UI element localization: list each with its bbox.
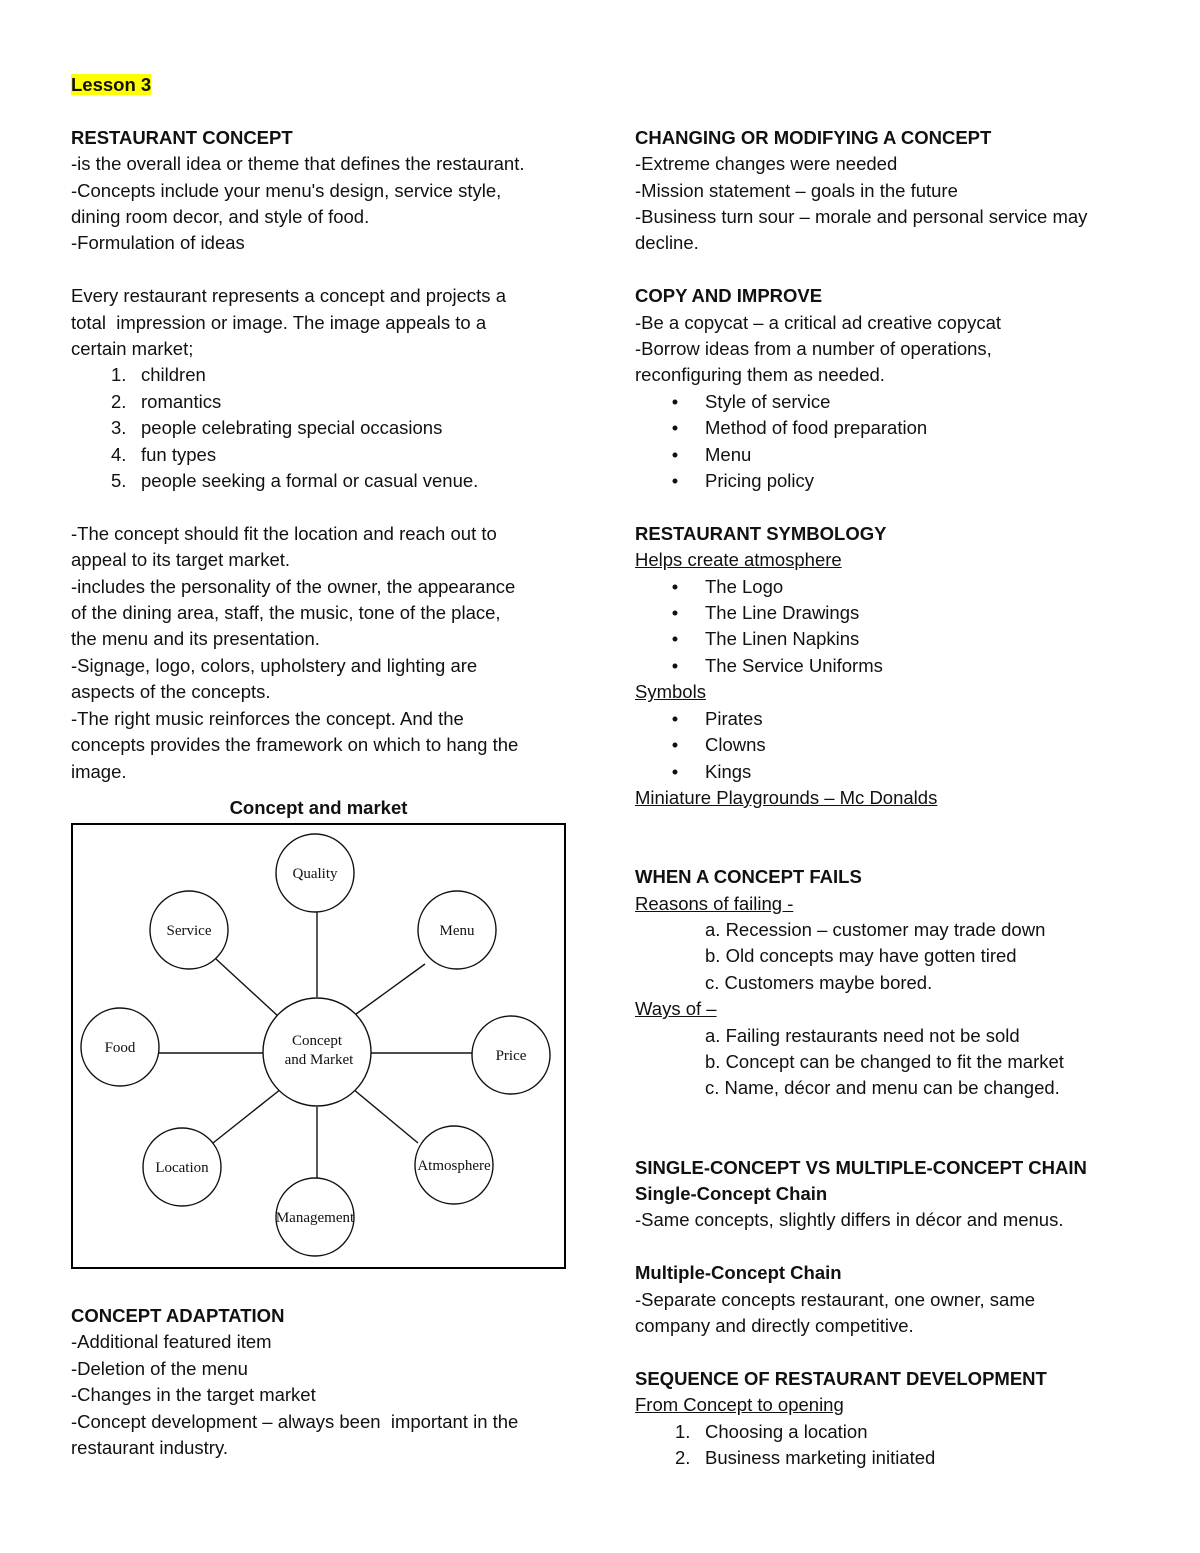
list-item: a. Recession – customer may trade down: [705, 918, 1046, 940]
text-line: -Additional featured item: [71, 1331, 272, 1353]
text-line: -Deletion of the menu: [71, 1357, 248, 1379]
text-line: Every restaurant represents a concept and projects a: [71, 285, 506, 307]
text-line: -Concept development – always been important in the: [71, 1410, 519, 1432]
restaurant-concept-heading: RESTAURANT CONCEPT: [71, 126, 293, 148]
text-line: dining room decor, and style of food.: [71, 206, 370, 228]
text-line: company and directly competitive.: [635, 1314, 914, 1336]
text-line: -Concepts include your menu's design, service style,: [71, 179, 502, 201]
bullet-item: • Pricing policy: [635, 468, 1155, 494]
text-line: -The right music reinforces the concept. And the: [71, 707, 464, 729]
text-line: -Same concepts, slightly differs in décor and menus.: [635, 1209, 1064, 1231]
bullet-item: • The Line Drawings: [635, 600, 1155, 626]
bullet-item: • Method of food preparation: [635, 415, 1155, 441]
center-node-label: Concept: [292, 1032, 342, 1049]
text-line: concepts provides the framework on which to hang the: [71, 734, 519, 756]
multi-chain-heading: Multiple-Concept Chain: [635, 1262, 842, 1284]
list-item: c. Customers maybe bored.: [705, 971, 933, 993]
text-line: -Be a copycat – a critical ad creative copycat: [635, 311, 1002, 333]
node-management: Management: [275, 1209, 355, 1226]
text-line: the menu and its presentation.: [71, 628, 320, 650]
bullet-item: • Pirates: [635, 706, 1155, 732]
bullet-item: • Style of service: [635, 389, 1155, 415]
changing-concept-heading: CHANGING OR MODIFYING A CONCEPT: [635, 126, 992, 148]
list-item: 3. people celebrating special occasions: [111, 417, 443, 439]
list-item: 5. people seeking a formal or casual venue.: [111, 470, 479, 492]
bullet-icon: •: [671, 654, 679, 676]
text-line: -The concept should fit the location and reach out to: [71, 522, 497, 544]
list-item: 1. children: [111, 364, 206, 386]
list-item: 4. fun types: [111, 443, 217, 465]
text-line: -Extreme changes were needed: [635, 153, 898, 175]
bullet-item: • The Logo: [635, 574, 1155, 600]
bullet-item: • Clowns: [635, 732, 1155, 758]
lesson-label: Lesson 3: [71, 74, 152, 95]
bullet-icon: •: [671, 734, 679, 756]
subheading: Reasons of failing -: [635, 892, 794, 914]
bullet-item: • Menu: [635, 442, 1155, 468]
left-column: [71, 72, 571, 1461]
text-line: restaurant industry.: [71, 1436, 228, 1458]
node-atmosphere: Atmosphere: [417, 1157, 491, 1174]
subheading: Ways of –: [635, 998, 717, 1020]
list-item: 2. romantics: [111, 390, 222, 412]
node-menu: Menu: [439, 922, 475, 939]
bullet-icon: •: [671, 760, 679, 782]
list-item: b. Old concepts may have gotten tired: [705, 945, 1017, 967]
bullet-icon: •: [671, 575, 679, 597]
text-line: image.: [71, 760, 127, 782]
text-line: reconfiguring them as needed.: [635, 364, 885, 386]
concept-market-diagram: [71, 823, 566, 1269]
concept-fails-heading: WHEN A CONCEPT FAILS: [635, 866, 862, 888]
bullet-icon: •: [671, 417, 679, 439]
sequence-heading: SEQUENCE OF RESTAURANT DEVELOPMENT: [635, 1367, 1047, 1389]
text-line: -is the overall idea or theme that defines the restaurant.: [71, 153, 525, 175]
list-item: b. Concept can be changed to fit the market: [705, 1050, 1064, 1072]
node-food: Food: [104, 1039, 136, 1056]
bullet-item: • The Service Uniforms: [635, 653, 1155, 679]
bullet-item: • The Linen Napkins: [635, 626, 1155, 652]
bullet-icon: •: [671, 470, 679, 492]
list-item: a. Failing restaurants need not be sold: [705, 1024, 1020, 1046]
text-line: -includes the personality of the owner, the appearance: [71, 575, 516, 597]
copy-improve-heading: COPY AND IMPROVE: [635, 285, 823, 307]
diagram-svg: [73, 825, 564, 1267]
text-line: certain market;: [71, 338, 194, 360]
text-line: -Separate concepts restaurant, one owner, same: [635, 1288, 1036, 1310]
subheading: Helps create atmosphere: [635, 549, 842, 571]
subheading: Symbols: [635, 681, 706, 703]
text-line: decline.: [635, 232, 699, 254]
text-line: aspects of the concepts.: [71, 681, 271, 703]
right-column: [635, 72, 1155, 1471]
text-line: -Borrow ideas from a number of operations,: [635, 338, 992, 360]
text-line: -Formulation of ideas: [71, 232, 245, 254]
list-item: 1. Choosing a location: [675, 1420, 868, 1442]
node-quality: Quality: [292, 865, 338, 882]
bullet-icon: •: [671, 602, 679, 624]
center-node-label: and Market: [284, 1051, 354, 1068]
symbology-heading: RESTAURANT SYMBOLOGY: [635, 522, 887, 544]
concept-adaptation-heading: CONCEPT ADAPTATION: [71, 1304, 285, 1326]
bullet-icon: •: [671, 707, 679, 729]
subheading: From Concept to opening: [635, 1394, 844, 1416]
text-line: of the dining area, staff, the music, tone of the place,: [71, 602, 501, 624]
text-line: -Business turn sour – morale and personal service may: [635, 206, 1088, 227]
chain-heading: SINGLE-CONCEPT VS MULTIPLE-CONCEPT CHAIN: [635, 1156, 1087, 1178]
diagram-title: Concept and market: [229, 796, 408, 818]
text-line: -Mission statement – goals in the future: [635, 179, 958, 201]
text-line: -Signage, logo, colors, upholstery and lighting are: [71, 654, 478, 676]
node-location: Location: [155, 1159, 209, 1176]
text-line: -Changes in the target market: [71, 1384, 316, 1406]
list-item: 2. Business marketing initiated: [675, 1446, 936, 1468]
subheading: Miniature Playgrounds – Mc Donalds: [635, 786, 938, 808]
single-chain-heading: Single-Concept Chain: [635, 1182, 828, 1204]
node-service: Service: [166, 922, 212, 939]
bullet-icon: •: [671, 628, 679, 650]
text-line: appeal to its target market.: [71, 549, 291, 571]
bullet-item: • Kings: [635, 759, 1155, 785]
text-line: total impression or image. The image appeals to a: [71, 311, 487, 333]
bullet-icon: •: [671, 443, 679, 465]
list-item: c. Name, décor and menu can be changed.: [705, 1077, 1060, 1099]
bullet-icon: •: [671, 390, 679, 412]
node-price: Price: [495, 1047, 527, 1064]
